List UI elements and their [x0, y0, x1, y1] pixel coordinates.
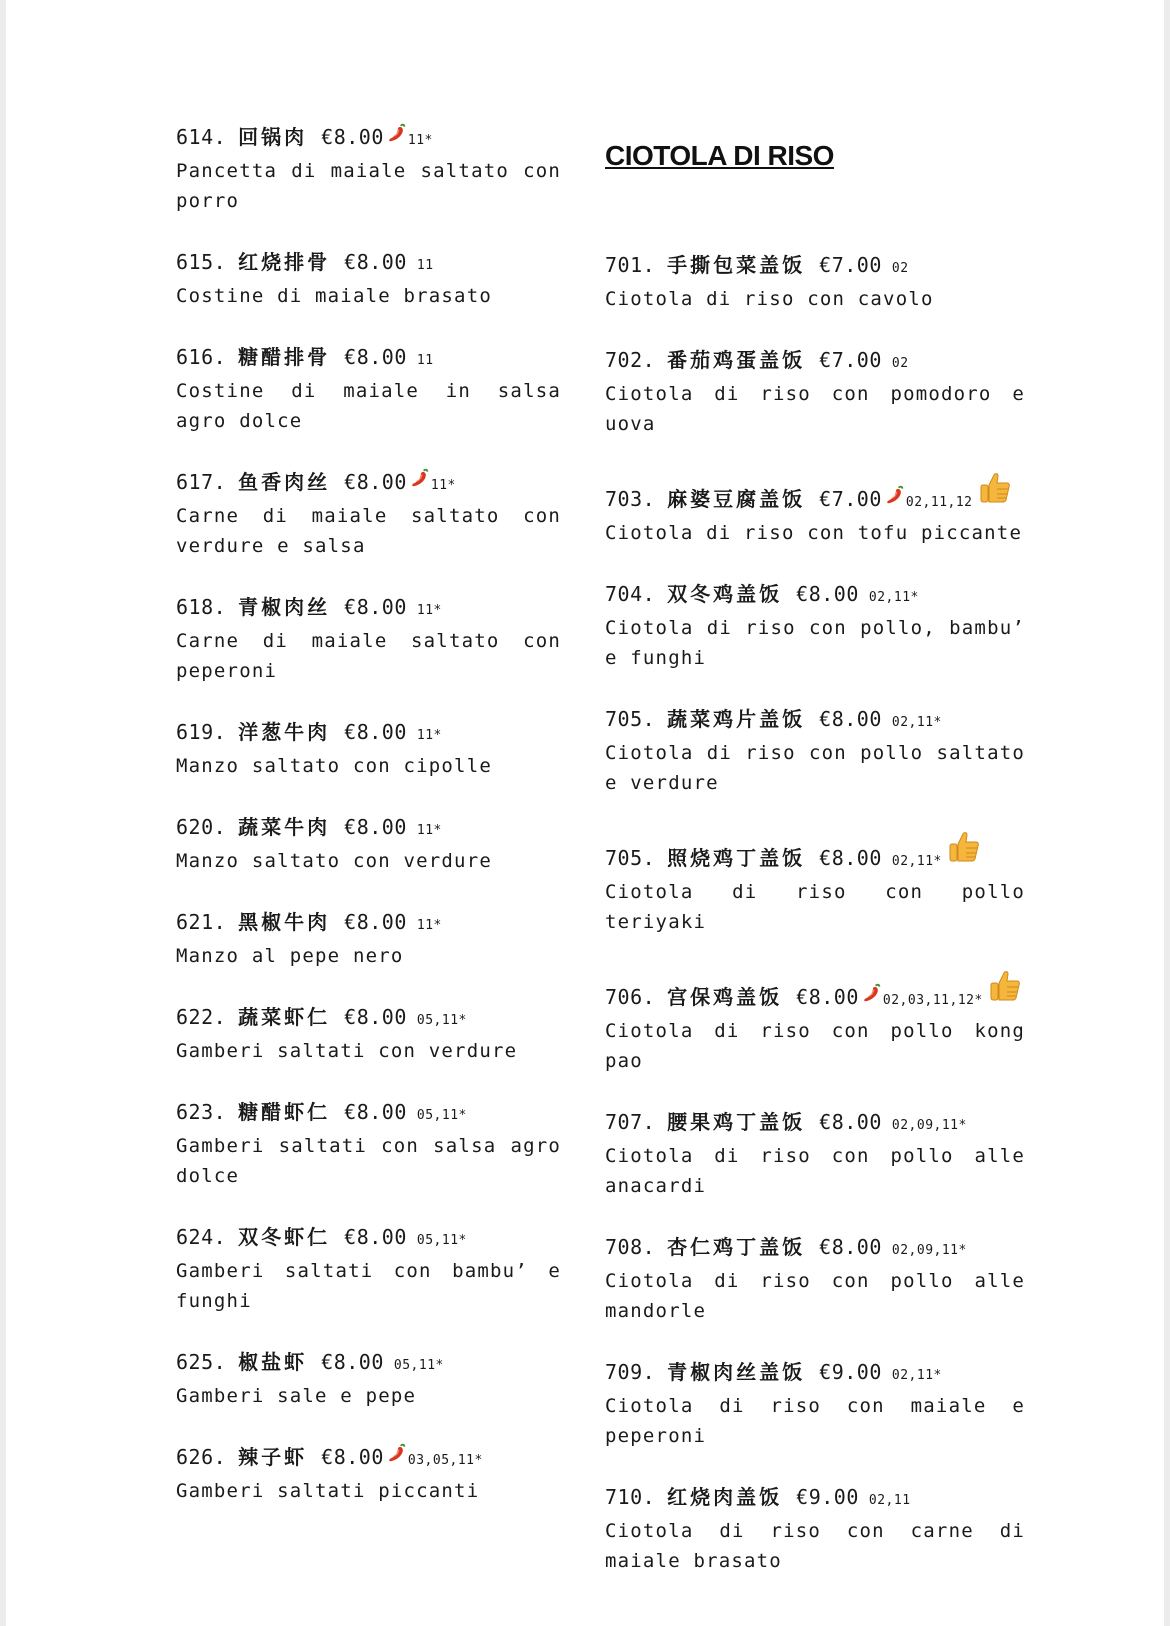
- menu-item: [176, 592, 561, 686]
- allergen-codes: 05,11*: [416, 1233, 467, 1248]
- item-price: €8.00: [344, 1225, 407, 1249]
- item-price: €8.00: [819, 707, 882, 731]
- item-number: 616.: [176, 345, 227, 369]
- menu-item-header: [605, 1482, 1025, 1516]
- menu-item-header: [605, 250, 1025, 284]
- item-number: 621.: [176, 910, 227, 934]
- item-chinese-name: 回锅肉: [238, 125, 308, 149]
- item-chinese-name: 黑椒牛肉: [238, 910, 331, 934]
- item-price: €8.00: [344, 250, 407, 274]
- allergen-codes: 02: [891, 261, 909, 276]
- item-chinese-name: 手撕包菜盖饭: [667, 253, 806, 277]
- item-description: Ciotola di riso con pollo, bambu’ e funghi: [605, 617, 1025, 669]
- item-price: €8.00: [321, 125, 384, 149]
- menu-item-header: [176, 467, 561, 501]
- allergen-codes: 02,11: [868, 1493, 911, 1508]
- item-chinese-name: 青椒肉丝盖饭: [667, 1360, 806, 1384]
- item-number: 710.: [605, 1485, 656, 1509]
- menu-item-header: [176, 247, 561, 281]
- item-number: 624.: [176, 1225, 227, 1249]
- item-chinese-name: 腰果鸡丁盖饭: [667, 1110, 806, 1134]
- item-price: €7.00: [819, 487, 882, 511]
- item-price: €8.00: [344, 1100, 407, 1124]
- item-price: €7.00: [819, 348, 882, 372]
- allergen-codes: 02,11*: [891, 854, 942, 869]
- item-price: €8.00: [321, 1445, 384, 1469]
- item-price: €8.00: [344, 345, 407, 369]
- menu-item: [605, 1482, 1025, 1576]
- item-chinese-name: 番茄鸡蛋盖饭: [667, 348, 806, 372]
- menu-item-header: [605, 1107, 1025, 1141]
- item-number: 705.: [605, 707, 656, 731]
- item-chinese-name: 双冬虾仁: [238, 1225, 331, 1249]
- item-description: Ciotola di riso con carne di maiale brasato: [605, 1520, 1025, 1572]
- allergen-codes: 11*: [416, 918, 442, 933]
- item-price: €8.00: [796, 985, 859, 1009]
- item-number: 623.: [176, 1100, 227, 1124]
- allergen-codes: 11*: [430, 478, 456, 493]
- item-description: Carne di maiale saltato con peperoni: [176, 630, 561, 682]
- allergen-codes: 05,11*: [416, 1108, 467, 1123]
- item-chinese-name: 洋葱牛肉: [238, 720, 331, 744]
- allergen-codes: 02,11,12: [905, 495, 973, 510]
- item-description: Ciotola di riso con maiale e peperoni: [605, 1395, 1025, 1447]
- allergen-codes: 11*: [416, 823, 442, 838]
- item-chinese-name: 糖醋排骨: [238, 345, 331, 369]
- menu-item-header: [176, 1442, 561, 1476]
- item-price: €8.00: [344, 1005, 407, 1029]
- menu-item: [605, 968, 1025, 1076]
- item-description: Ciotola di riso con pollo kong pao: [605, 1020, 1025, 1072]
- menu-item-header: [176, 907, 561, 941]
- item-description: Manzo saltato con verdure: [176, 850, 492, 872]
- item-description: Gamberi sale e pepe: [176, 1385, 417, 1407]
- menu-item-header: [176, 1002, 561, 1036]
- menu-item: [176, 122, 561, 216]
- menu-item: [176, 1347, 561, 1411]
- item-description: Ciotola di riso con cavolo: [605, 288, 934, 310]
- item-number: 614.: [176, 125, 227, 149]
- menu-item: [176, 247, 561, 311]
- item-number: 705.: [605, 846, 656, 870]
- menu-item-header: [176, 1097, 561, 1131]
- item-description: Gamberi saltati piccanti: [176, 1480, 480, 1502]
- allergen-codes: 02,11*: [891, 1368, 942, 1383]
- item-description: Pancetta di maiale saltato con porro: [176, 160, 561, 212]
- allergen-codes: 11*: [407, 133, 433, 148]
- allergen-codes: 02,11*: [891, 715, 942, 730]
- item-chinese-name: 辣子虾: [238, 1445, 308, 1469]
- menu-item: [605, 1357, 1025, 1451]
- item-price: €8.00: [344, 910, 407, 934]
- item-number: 707.: [605, 1110, 656, 1134]
- item-chinese-name: 椒盐虾: [238, 1350, 308, 1374]
- menu-item: [605, 1232, 1025, 1326]
- item-price: €8.00: [344, 470, 407, 494]
- item-price: €8.00: [819, 846, 882, 870]
- menu-item: [176, 907, 561, 971]
- item-price: €8.00: [344, 595, 407, 619]
- menu-column-left: [176, 122, 561, 1537]
- menu-item: [605, 250, 1025, 314]
- item-number: 620.: [176, 815, 227, 839]
- menu-item: [605, 579, 1025, 673]
- item-chinese-name: 照烧鸡丁盖饭: [667, 846, 806, 870]
- menu-page: [6, 0, 1164, 1626]
- item-description: Manzo al pepe nero: [176, 945, 404, 967]
- item-number: 615.: [176, 250, 227, 274]
- chili-pepper-icon: [409, 467, 431, 489]
- item-price: €8.00: [796, 582, 859, 606]
- allergen-codes: 11*: [416, 728, 442, 743]
- item-number: 701.: [605, 253, 656, 277]
- chili-pepper-icon: [884, 484, 906, 506]
- item-chinese-name: 红烧肉盖饭: [667, 1485, 783, 1509]
- menu-item: [176, 1097, 561, 1191]
- menu-column-right: [605, 122, 1025, 1607]
- menu-item-header: [176, 1347, 561, 1381]
- item-chinese-name: 蔬菜牛肉: [238, 815, 331, 839]
- menu-item-header: [605, 579, 1025, 613]
- allergen-codes: 11: [416, 258, 434, 273]
- item-price: €8.00: [344, 720, 407, 744]
- item-number: 709.: [605, 1360, 656, 1384]
- menu-item: [605, 829, 1025, 937]
- menu-item-header: [605, 829, 1025, 877]
- menu-item: [176, 717, 561, 781]
- item-chinese-name: 蔬菜虾仁: [238, 1005, 331, 1029]
- item-price: €9.00: [796, 1485, 859, 1509]
- menu-item-header: [176, 1222, 561, 1256]
- menu-item: [605, 704, 1025, 798]
- menu-item: [176, 1222, 561, 1316]
- allergen-codes: 11*: [416, 603, 442, 618]
- thumbs-up-icon: [977, 470, 1013, 506]
- menu-item: [605, 1107, 1025, 1201]
- item-number: 617.: [176, 470, 227, 494]
- menu-item: [176, 342, 561, 436]
- chili-pepper-icon: [386, 1442, 408, 1464]
- allergen-codes: 11: [416, 353, 434, 368]
- menu-item: [176, 1002, 561, 1066]
- menu-item-header: [605, 345, 1025, 379]
- menu-item-header: [605, 968, 1025, 1016]
- item-description: Carne di maiale saltato con verdure e salsa: [176, 505, 561, 557]
- item-description: Gamberi saltati con verdure: [176, 1040, 518, 1062]
- item-price: €8.00: [819, 1110, 882, 1134]
- item-chinese-name: 糖醋虾仁: [238, 1100, 331, 1124]
- item-number: 625.: [176, 1350, 227, 1374]
- item-chinese-name: 麻婆豆腐盖饭: [667, 487, 806, 511]
- item-chinese-name: 宫保鸡盖饭: [667, 985, 783, 1009]
- menu-item-header: [605, 1357, 1025, 1391]
- item-price: €7.00: [819, 253, 882, 277]
- item-price: €8.00: [321, 1350, 384, 1374]
- item-description: Costine di maiale brasato: [176, 285, 492, 307]
- item-description: Costine di maiale in salsa agro dolce: [176, 380, 561, 432]
- item-chinese-name: 红烧排骨: [238, 250, 331, 274]
- chili-pepper-icon: [861, 982, 883, 1004]
- allergen-codes: 02: [891, 356, 909, 371]
- allergen-codes: 02,09,11*: [891, 1243, 967, 1258]
- item-description: Ciotola di riso con pomodoro e uova: [605, 383, 1025, 435]
- item-description: Ciotola di riso con pollo teriyaki: [605, 881, 1025, 933]
- allergen-codes: 05,11*: [393, 1358, 444, 1373]
- item-number: 708.: [605, 1235, 656, 1259]
- rice-bowl-list: [605, 250, 1025, 1576]
- menu-item-header: [605, 1232, 1025, 1266]
- item-number: 704.: [605, 582, 656, 606]
- item-description: Gamberi saltati con bambu’ e funghi: [176, 1260, 561, 1312]
- menu-item-header: [176, 342, 561, 376]
- item-chinese-name: 蔬菜鸡片盖饭: [667, 707, 806, 731]
- item-number: 619.: [176, 720, 227, 744]
- menu-item: [176, 812, 561, 876]
- item-number: 618.: [176, 595, 227, 619]
- menu-item-header: [605, 470, 1025, 518]
- item-chinese-name: 鱼香肉丝: [238, 470, 331, 494]
- item-number: 706.: [605, 985, 656, 1009]
- item-price: €9.00: [819, 1360, 882, 1384]
- chili-pepper-icon: [386, 122, 408, 144]
- item-number: 626.: [176, 1445, 227, 1469]
- item-number: 702.: [605, 348, 656, 372]
- item-chinese-name: 杏仁鸡丁盖饭: [667, 1235, 806, 1259]
- thumbs-up-icon: [946, 829, 982, 865]
- thumbs-up-icon: [987, 968, 1023, 1004]
- menu-item-header: [605, 704, 1025, 738]
- item-price: €8.00: [344, 815, 407, 839]
- item-chinese-name: 双冬鸡盖饭: [667, 582, 783, 606]
- item-description: Ciotola di riso con tofu piccante: [605, 522, 1023, 544]
- menu-item-header: [176, 717, 561, 751]
- menu-item: [605, 345, 1025, 439]
- item-price: €8.00: [819, 1235, 882, 1259]
- allergen-codes: 03,05,11*: [407, 1453, 483, 1468]
- item-number: 703.: [605, 487, 656, 511]
- menu-item: [605, 470, 1025, 548]
- item-number: 622.: [176, 1005, 227, 1029]
- item-description: Ciotola di riso con pollo alle anacardi: [605, 1145, 1025, 1197]
- item-description: Ciotola di riso con pollo alle mandorle: [605, 1270, 1025, 1322]
- item-description: Manzo saltato con cipolle: [176, 755, 492, 777]
- menu-item: [176, 467, 561, 561]
- item-description: Ciotola di riso con pollo saltato e verdure: [605, 742, 1025, 794]
- item-chinese-name: 青椒肉丝: [238, 595, 331, 619]
- allergen-codes: 02,11*: [868, 590, 919, 605]
- menu-item-header: [176, 812, 561, 846]
- menu-item-header: [176, 592, 561, 626]
- menu-item-header: [176, 122, 561, 156]
- allergen-codes: 02,03,11,12*: [882, 993, 983, 1008]
- menu-item: [176, 1442, 561, 1506]
- section-title: CIOTOLA DI RISO: [605, 140, 834, 171]
- item-description: Gamberi saltati con salsa agro dolce: [176, 1135, 561, 1187]
- allergen-codes: 02,09,11*: [891, 1118, 967, 1133]
- allergen-codes: 05,11*: [416, 1013, 467, 1028]
